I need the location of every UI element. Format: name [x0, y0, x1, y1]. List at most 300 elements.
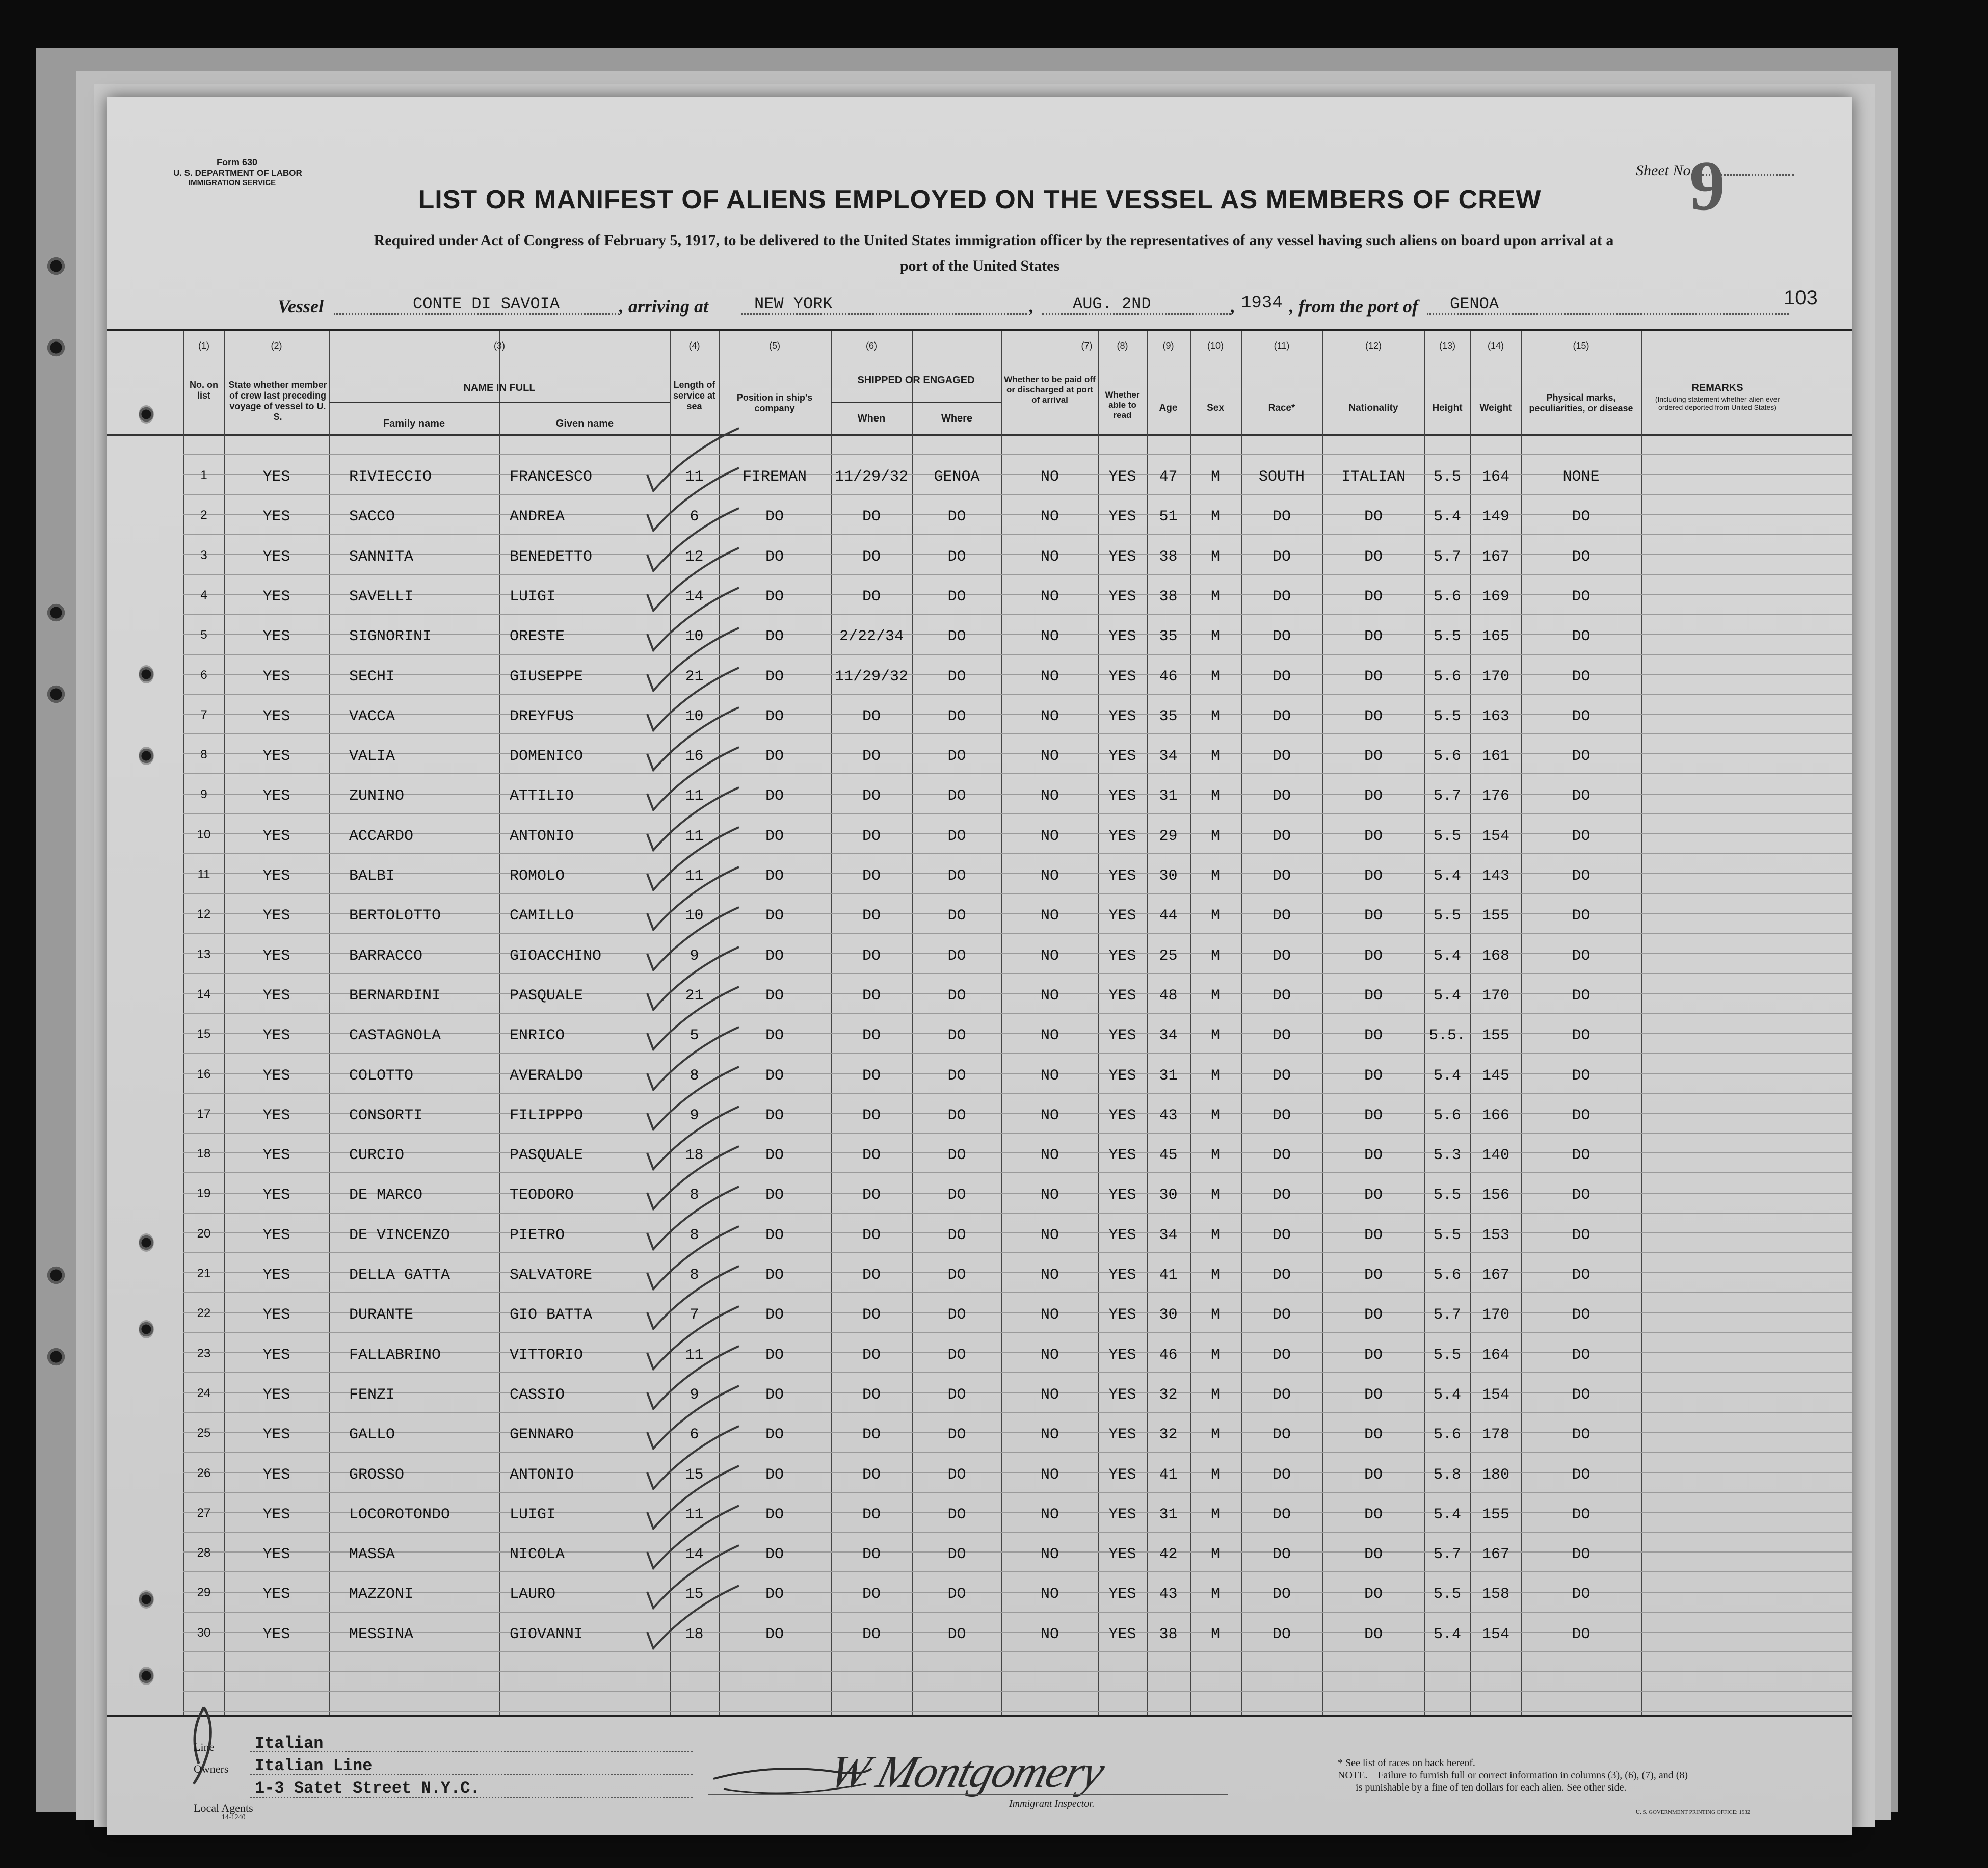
cell-nationality: DO — [1364, 787, 1383, 805]
check-mark — [647, 747, 739, 810]
cell-family: SAVELLI — [349, 588, 414, 606]
cell-crew: YES — [262, 628, 290, 645]
cell-crew: YES — [262, 1546, 290, 1563]
cell-where: DO — [947, 668, 966, 686]
cell-given: GIOVANNI — [510, 1626, 584, 1643]
cell-sex: M — [1210, 1187, 1220, 1204]
cell-service: 9 — [690, 948, 699, 965]
cell-weight: 158 — [1481, 1586, 1509, 1603]
cell-height: 5.8 — [1433, 1466, 1461, 1484]
cell-weight: 149 — [1481, 508, 1509, 525]
cell-nationality: DO — [1364, 1267, 1383, 1284]
column-number: (6) — [866, 340, 877, 351]
cell-when: DO — [862, 1546, 881, 1563]
cell-family: VACCA — [349, 708, 395, 725]
cell-age: 34 — [1159, 1227, 1178, 1244]
check-mark — [647, 548, 739, 611]
cell-paid: NO — [1040, 948, 1059, 965]
cell-weight: 164 — [1481, 1347, 1509, 1364]
cell-position: DO — [765, 1466, 784, 1484]
cell-crew: YES — [262, 548, 290, 566]
cell-position: DO — [765, 1426, 784, 1443]
cell-nationality: DO — [1364, 1107, 1383, 1124]
cell-height: 5.5 — [1433, 1347, 1461, 1364]
cell-where: DO — [947, 1506, 966, 1523]
check-mark — [647, 668, 739, 730]
cell-position: DO — [765, 867, 784, 885]
cell-when: DO — [862, 828, 881, 845]
arrival-date: AUG. 2ND — [1073, 295, 1151, 313]
cell-marks: DO — [1572, 867, 1591, 885]
cell-age: 46 — [1159, 668, 1178, 686]
cell-position: DO — [765, 907, 784, 925]
cell-paid: NO — [1040, 1267, 1059, 1284]
cell-where: DO — [947, 1426, 966, 1443]
cell-position: DO — [765, 628, 784, 645]
cell-given: VITTORIO — [510, 1347, 584, 1364]
agents-code: 14-1240 — [222, 1813, 246, 1821]
cell-given: ATTILIO — [510, 787, 574, 805]
cell-race: DO — [1272, 708, 1291, 725]
header-nationality: Nationality — [1348, 403, 1398, 413]
cell-when: DO — [862, 1147, 881, 1164]
cell-height: 5.4 — [1433, 987, 1461, 1005]
cell-sex: M — [1210, 1267, 1220, 1284]
cell-sex: M — [1210, 508, 1220, 525]
cell-age: 51 — [1159, 508, 1178, 525]
cell-paid: NO — [1040, 1386, 1059, 1404]
cell-marks: DO — [1572, 748, 1591, 765]
cell-position: DO — [765, 1187, 784, 1204]
cell-paid: NO — [1040, 1586, 1059, 1603]
cell-position: DO — [765, 787, 784, 805]
cell-read: YES — [1108, 828, 1136, 845]
line-value: Italian — [255, 1734, 324, 1753]
cell-read: YES — [1108, 1546, 1136, 1563]
check-mark — [647, 1107, 739, 1169]
cell-read: YES — [1108, 628, 1136, 645]
cell-paid: NO — [1040, 1147, 1059, 1164]
cell-no: 25 — [197, 1426, 211, 1440]
cell-read: YES — [1108, 1586, 1136, 1603]
cell-marks: DO — [1572, 1227, 1591, 1244]
column-number: (13) — [1439, 340, 1455, 351]
check-mark — [647, 947, 739, 1010]
cell-nationality: DO — [1364, 708, 1383, 725]
cell-position: DO — [765, 508, 784, 525]
cell-paid: NO — [1040, 1466, 1059, 1484]
cell-age: 43 — [1159, 1107, 1178, 1124]
cell-weight: 155 — [1481, 907, 1509, 925]
cell-marks: DO — [1572, 1347, 1591, 1364]
cell-when: DO — [862, 1506, 881, 1523]
cell-age: 32 — [1159, 1386, 1178, 1404]
cell-age: 31 — [1159, 787, 1178, 805]
cell-given: ANTONIO — [510, 828, 574, 845]
cell-nationality: DO — [1364, 1386, 1383, 1404]
cell-weight: 167 — [1481, 1546, 1509, 1563]
cell-read: YES — [1108, 708, 1136, 725]
cell-nationality: ITALIAN — [1341, 468, 1406, 486]
cell-service: 18 — [685, 1147, 704, 1164]
from-label: , from the port of — [1289, 296, 1419, 317]
cell-marks: DO — [1572, 508, 1591, 525]
cell-sex: M — [1210, 828, 1220, 845]
cell-age: 35 — [1159, 628, 1178, 645]
check-mark — [647, 1306, 739, 1369]
printer-imprint: U. S. GOVERNMENT PRINTING OFFICE: 1932 — [1636, 1809, 1751, 1816]
cell-when: DO — [862, 1466, 881, 1484]
binder-hole — [47, 255, 65, 277]
cell-nationality: DO — [1364, 987, 1383, 1005]
cell-read: YES — [1108, 468, 1136, 486]
cell-read: YES — [1108, 1067, 1136, 1085]
cell-given: ROMOLO — [510, 867, 565, 885]
cell-age: 30 — [1159, 1306, 1178, 1324]
cell-weight: 178 — [1481, 1426, 1509, 1443]
cell-crew: YES — [262, 1267, 290, 1284]
cell-sex: M — [1210, 1546, 1220, 1563]
cell-weight: 161 — [1481, 748, 1509, 765]
cell-family: GALLO — [349, 1426, 395, 1443]
cell-race: DO — [1272, 748, 1291, 765]
cell-height: 5.4 — [1433, 867, 1461, 885]
cell-height: 5.7 — [1433, 1306, 1461, 1324]
cell-where: DO — [947, 1626, 966, 1643]
cell-weight: 170 — [1481, 987, 1509, 1005]
cell-nationality: DO — [1364, 1506, 1383, 1523]
cell-when: DO — [862, 1586, 881, 1603]
cell-given: ORESTE — [510, 628, 565, 645]
cell-where: DO — [947, 628, 966, 645]
cell-service: 10 — [685, 628, 704, 645]
cell-paid: NO — [1040, 1426, 1059, 1443]
cell-read: YES — [1108, 1107, 1136, 1124]
cell-race: SOUTH — [1258, 468, 1305, 486]
cell-no: 4 — [200, 588, 207, 602]
cell-family: SANNITA — [349, 548, 414, 566]
column-number: (9) — [1162, 340, 1174, 351]
check-mark — [647, 428, 739, 491]
cell-no: 2 — [200, 508, 207, 522]
cell-service: 15 — [685, 1586, 704, 1603]
cell-when: 2/22/34 — [839, 628, 904, 645]
cell-no: 28 — [197, 1546, 211, 1560]
cell-where: DO — [947, 787, 966, 805]
cell-service: 18 — [685, 1626, 704, 1643]
cell-height: 5.5 — [1433, 1586, 1461, 1603]
cell-age: 31 — [1159, 1067, 1178, 1085]
cell-nationality: DO — [1364, 828, 1383, 845]
cell-where: DO — [947, 1027, 966, 1044]
cell-service: 6 — [690, 1426, 699, 1443]
cell-position: DO — [765, 1306, 784, 1324]
cell-weight: 165 — [1481, 628, 1509, 645]
column-number: (14) — [1487, 340, 1504, 351]
cell-service: 9 — [690, 1107, 699, 1124]
cell-family: SIGNORINI — [349, 628, 432, 645]
column-number: (15) — [1573, 340, 1589, 351]
cell-position: DO — [765, 828, 784, 845]
cell-sex: M — [1210, 1147, 1220, 1164]
cell-height: 5.6 — [1433, 588, 1461, 606]
cell-weight: 154 — [1481, 1386, 1509, 1404]
cell-age: 48 — [1159, 987, 1178, 1005]
cell-position: DO — [765, 1067, 784, 1085]
cell-no: 17 — [197, 1107, 211, 1121]
cell-read: YES — [1108, 588, 1136, 606]
cell-age: 25 — [1159, 948, 1178, 965]
cell-age: 34 — [1159, 1027, 1178, 1044]
cell-nationality: DO — [1364, 1586, 1383, 1603]
cell-crew: YES — [262, 1306, 290, 1324]
cell-position: DO — [765, 668, 784, 686]
cell-age: 45 — [1159, 1147, 1178, 1164]
cell-given: FRANCESCO — [510, 468, 593, 486]
cell-family: GROSSO — [349, 1466, 405, 1484]
cell-given: BENEDETTO — [510, 548, 593, 566]
check-mark — [647, 588, 739, 650]
cell-crew: YES — [262, 1067, 290, 1085]
binder-hole — [47, 601, 65, 624]
cell-service: 10 — [685, 708, 704, 725]
cell-sex: M — [1210, 548, 1220, 566]
cell-marks: DO — [1572, 1506, 1591, 1523]
form-subtitle-2: port of the United States — [899, 257, 1060, 274]
check-mark — [647, 628, 739, 691]
form-title: LIST OR MANIFEST OF ALIENS EMPLOYED ON THE VESSEL AS MEMBERS OF CREW — [418, 185, 1542, 215]
cell-no: 7 — [200, 708, 207, 722]
cell-service: 15 — [685, 1466, 704, 1484]
cell-nationality: DO — [1364, 588, 1383, 606]
cell-sex: M — [1210, 1586, 1220, 1603]
cell-service: 14 — [685, 588, 704, 606]
cell-age: 30 — [1159, 867, 1178, 885]
cell-read: YES — [1108, 1306, 1136, 1324]
check-mark — [647, 508, 739, 571]
cell-service: 21 — [685, 668, 704, 686]
cell-family: CONSORTI — [349, 1107, 423, 1124]
column-number: (12) — [1365, 340, 1382, 351]
cell-crew: YES — [262, 468, 290, 486]
cell-race: DO — [1272, 1546, 1291, 1563]
inspector-signature: W Montgomery — [824, 1747, 1109, 1797]
header-read: Whether able to read — [1105, 390, 1140, 420]
cell-race: DO — [1272, 1466, 1291, 1484]
cell-service: 11 — [685, 468, 704, 486]
cell-family: FENZI — [349, 1386, 395, 1404]
cell-marks: DO — [1572, 1107, 1591, 1124]
cell-sex: M — [1210, 987, 1220, 1005]
cell-when: DO — [862, 948, 881, 965]
cell-position: DO — [765, 1227, 784, 1244]
check-mark — [647, 1027, 739, 1090]
cell-position: FIREMAN — [742, 468, 807, 486]
cell-paid: NO — [1040, 708, 1059, 725]
binder-hole — [47, 1346, 65, 1368]
cell-paid: NO — [1040, 1506, 1059, 1523]
cell-race: DO — [1272, 1147, 1291, 1164]
arriving-label: , arriving at — [619, 296, 709, 317]
arrival-year: 1934 — [1241, 294, 1283, 313]
cell-marks: DO — [1572, 1147, 1591, 1164]
cell-weight: 180 — [1481, 1466, 1509, 1484]
comma: , — [1231, 296, 1235, 317]
cell-position: DO — [765, 1347, 784, 1364]
cell-position: DO — [765, 1546, 784, 1563]
cell-race: DO — [1272, 1027, 1291, 1044]
cell-weight: 170 — [1481, 1306, 1509, 1324]
cell-where: DO — [947, 1306, 966, 1324]
cell-race: DO — [1272, 867, 1291, 885]
cell-given: DOMENICO — [510, 748, 584, 765]
cell-crew: YES — [262, 1147, 290, 1164]
cell-paid: NO — [1040, 787, 1059, 805]
cell-when: 11/29/32 — [834, 468, 909, 486]
check-mark — [647, 1346, 739, 1409]
cell-sex: M — [1210, 1107, 1220, 1124]
penalty-note-1: NOTE.—Failure to furnish full or correct information in columns (3), (6), (7), and (8) — [1338, 1770, 1688, 1781]
cell-paid: NO — [1040, 1227, 1059, 1244]
cell-nationality: DO — [1364, 1187, 1383, 1204]
cell-where: DO — [947, 588, 966, 606]
header-paid-off: Whether to be paid off or discharged at port of arrival — [1004, 375, 1096, 405]
cell-height: 5.5 — [1433, 468, 1461, 486]
sheet-label: Sheet No. — [1636, 162, 1694, 179]
column-number: (4) — [688, 340, 700, 351]
cell-weight: 169 — [1481, 588, 1509, 606]
cell-crew: YES — [262, 508, 290, 525]
cell-where: GENOA — [934, 468, 980, 486]
cell-nationality: DO — [1364, 907, 1383, 925]
cell-no: 6 — [200, 668, 207, 682]
cell-paid: NO — [1040, 1027, 1059, 1044]
cell-no: 8 — [200, 748, 207, 761]
cell-where: DO — [947, 907, 966, 925]
cell-crew: YES — [262, 1027, 290, 1044]
check-mark — [647, 827, 739, 890]
cell-family: SACCO — [349, 508, 395, 525]
column-number: (7) — [1081, 340, 1093, 351]
agents-value: 1-3 Satet Street N.Y.C. — [255, 1779, 480, 1798]
header-shipped: SHIPPED OR ENGAGED — [857, 375, 975, 386]
header-when: When — [857, 413, 886, 424]
cell-paid: NO — [1040, 1067, 1059, 1085]
column-number: (10) — [1207, 340, 1224, 351]
cell-given: GIOACCHINO — [510, 948, 602, 965]
cell-given: GENNARO — [510, 1426, 574, 1443]
cell-when: DO — [862, 1626, 881, 1643]
cell-race: DO — [1272, 1107, 1291, 1124]
cell-family: DE VINCENZO — [349, 1227, 450, 1244]
cell-when: DO — [862, 508, 881, 525]
cell-race: DO — [1272, 1586, 1291, 1603]
cell-family: LOCOROTONDO — [349, 1506, 450, 1523]
cell-marks: NONE — [1562, 468, 1600, 486]
cell-sex: M — [1210, 668, 1220, 686]
cell-read: YES — [1108, 548, 1136, 566]
manifest-sheet — [107, 97, 1852, 1835]
cell-where: DO — [947, 1347, 966, 1364]
cell-read: YES — [1108, 987, 1136, 1005]
inspector-label: Immigrant Inspector. — [1009, 1798, 1095, 1809]
agents-label: Local Agents — [194, 1802, 253, 1814]
cell-no: 16 — [197, 1067, 211, 1081]
cell-no: 19 — [197, 1187, 211, 1200]
cell-marks: DO — [1572, 668, 1591, 686]
cell-race: DO — [1272, 1306, 1291, 1324]
cell-height: 5.5 — [1433, 828, 1461, 845]
cell-nationality: DO — [1364, 1426, 1383, 1443]
check-mark — [647, 907, 739, 970]
cell-where: DO — [947, 1147, 966, 1164]
cell-marks: DO — [1572, 987, 1591, 1005]
cell-given: TEODORO — [510, 1187, 574, 1204]
cell-no: 14 — [197, 987, 211, 1001]
cell-service: 6 — [690, 508, 699, 525]
cell-marks: DO — [1572, 1267, 1591, 1284]
cell-age: 47 — [1159, 468, 1178, 486]
cell-family: RIVIECCIO — [349, 468, 432, 486]
cell-family: FALLABRINO — [349, 1347, 441, 1364]
cell-family: DURANTE — [349, 1306, 414, 1324]
cell-race: DO — [1272, 1626, 1291, 1643]
cell-position: DO — [765, 1147, 784, 1164]
header-given-name: Given name — [555, 418, 614, 429]
cell-given: LAURO — [510, 1586, 556, 1603]
cell-race: DO — [1272, 907, 1291, 925]
check-marks — [107, 97, 1852, 1835]
cell-read: YES — [1108, 1386, 1136, 1404]
cell-race: DO — [1272, 668, 1291, 686]
cell-read: YES — [1108, 1227, 1136, 1244]
cell-family: MAZZONI — [349, 1586, 414, 1603]
cell-paid: NO — [1040, 907, 1059, 925]
cell-read: YES — [1108, 948, 1136, 965]
cell-age: 41 — [1159, 1267, 1178, 1284]
cell-race: DO — [1272, 787, 1291, 805]
check-mark — [647, 987, 739, 1049]
cell-paid: NO — [1040, 1107, 1059, 1124]
cell-read: YES — [1108, 1187, 1136, 1204]
cell-where: DO — [947, 867, 966, 885]
cell-no: 10 — [197, 828, 211, 841]
agents-fill — [250, 1797, 693, 1798]
cell-height: 5.6 — [1433, 1107, 1461, 1124]
cell-marks: DO — [1572, 628, 1591, 645]
cell-no: 3 — [200, 548, 207, 562]
cell-no: 24 — [197, 1386, 211, 1400]
cell-crew: YES — [262, 987, 290, 1005]
cell-weight: 176 — [1481, 787, 1509, 805]
cell-position: DO — [765, 987, 784, 1005]
cell-paid: NO — [1040, 1306, 1059, 1324]
cell-weight: 166 — [1481, 1107, 1509, 1124]
check-mark — [647, 1386, 739, 1449]
cell-height: 5.4 — [1433, 948, 1461, 965]
cell-position: DO — [765, 588, 784, 606]
cell-weight: 167 — [1481, 548, 1509, 566]
vessel-name: CONTE DI SAVOIA — [413, 295, 560, 313]
check-mark — [647, 1586, 739, 1648]
cell-read: YES — [1108, 748, 1136, 765]
cell-given: GIUSEPPE — [510, 668, 584, 686]
cell-given: FILIPPPO — [510, 1107, 584, 1124]
cell-height: 5.5 — [1433, 907, 1461, 925]
cell-sex: M — [1210, 1306, 1220, 1324]
cell-age: 44 — [1159, 907, 1178, 925]
cell-height: 5.3 — [1433, 1147, 1461, 1164]
